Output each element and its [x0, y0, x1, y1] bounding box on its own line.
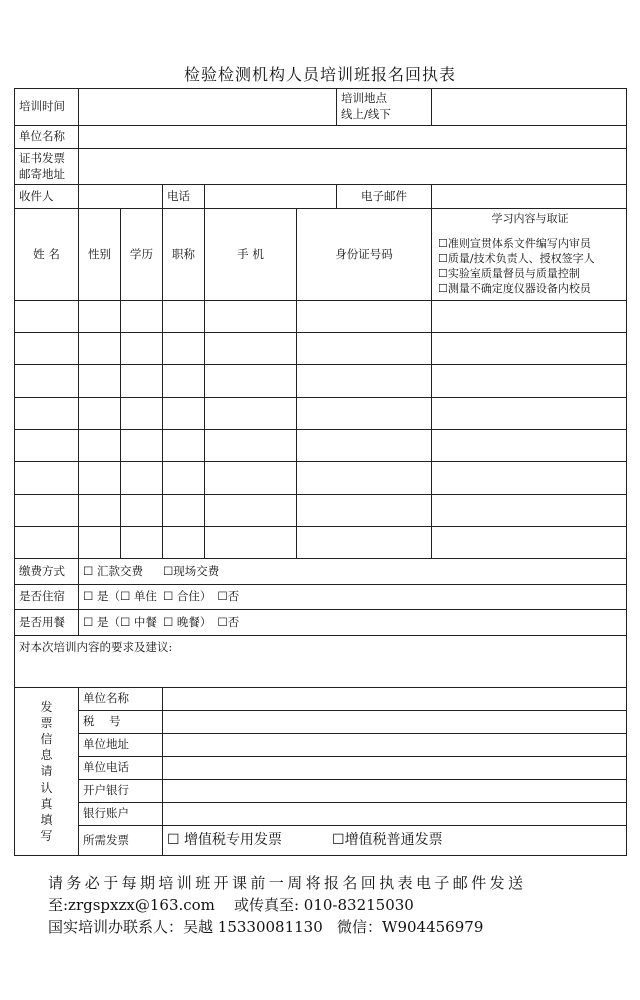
invoice-bank-input[interactable] — [163, 780, 627, 803]
suggestions-label: 对本次培训内容的要求及建议: — [19, 640, 173, 654]
invoice-special-option[interactable]: ☐ 增值税专用发票 — [167, 832, 283, 849]
col-name: 姓 名 — [15, 209, 79, 301]
study-option[interactable]: ☐测量不确定度仪器设备内校员 — [438, 281, 591, 295]
lodging-row — [15, 585, 627, 610]
payment-label: 缴费方式 — [15, 559, 79, 585]
invoice-phone-row — [15, 757, 627, 780]
participant-header-row — [15, 209, 627, 301]
col-education: 学历 — [121, 209, 163, 301]
lodging-options — [79, 585, 627, 610]
invoice-account-input[interactable] — [163, 803, 627, 826]
participant-row[interactable] — [15, 365, 627, 398]
cert-address-input[interactable] — [79, 149, 627, 185]
footer-line-1: 请务必于每期培训班开课前一周将报名回执表电子邮件发送 — [48, 874, 527, 892]
email-label: 电子邮件 — [337, 185, 432, 209]
payment-row — [15, 559, 627, 585]
participant-row[interactable] — [15, 301, 627, 333]
invoice-type-options — [163, 826, 627, 856]
meals-label: 是否用餐 — [15, 610, 79, 636]
invoice-unit-name-row — [15, 688, 627, 711]
email-input[interactable] — [432, 185, 627, 209]
meals-options — [79, 610, 627, 636]
col-study-content — [432, 209, 627, 301]
col-gender: 性别 — [79, 209, 121, 301]
meals-no[interactable]: ☐否 — [217, 614, 240, 629]
phone-label: 电话 — [163, 185, 205, 209]
invoice-tax-row — [15, 711, 627, 734]
invoice-phone-input[interactable] — [163, 757, 627, 780]
cert-address-label: 证书发票 邮寄地址 — [15, 149, 79, 185]
invoice-type-label: 所需发票 — [79, 826, 163, 856]
invoice-account-label: 银行账户 — [79, 803, 163, 826]
invoice-side-label: 发 票 信 息 请 认 真 填 写 — [15, 688, 79, 856]
payment-option-transfer[interactable]: ☐ 汇款交费 — [83, 563, 143, 578]
col-mobile: 手 机 — [205, 209, 297, 301]
invoice-type-row — [15, 826, 627, 856]
suggestions-box[interactable] — [15, 636, 627, 688]
invoice-account-row — [15, 803, 627, 826]
recipient-label: 收件人 — [15, 185, 79, 209]
participant-row[interactable] — [15, 333, 627, 365]
participant-row[interactable] — [15, 398, 627, 430]
study-option[interactable]: ☐准则宣贯体系文件编写内审员 — [438, 237, 591, 251]
lodging-yes-single[interactable]: ☐ 是（☐ 单住 — [83, 589, 157, 604]
participant-row[interactable] — [15, 430, 627, 462]
training-place-input[interactable] — [432, 89, 627, 126]
study-title: 学习内容与取证 — [491, 212, 569, 226]
lodging-label: 是否住宿 — [15, 585, 79, 610]
unit-name-row — [15, 126, 627, 149]
meals-row — [15, 610, 627, 636]
invoice-bank-row — [15, 780, 627, 803]
participant-row[interactable] — [15, 462, 627, 495]
payment-options — [79, 559, 627, 585]
invoice-unit-name-label: 单位名称 — [79, 688, 163, 711]
invoice-address-input[interactable] — [163, 734, 627, 757]
footer-line-2: 至:zrgspxzx@163.com 或传真至: 010-83215030 — [48, 896, 414, 914]
training-time-row — [15, 89, 627, 126]
lodging-shared[interactable]: ☐ 合住） — [162, 589, 212, 604]
form-title: 检验检测机构人员培训班报名回执表 — [183, 65, 456, 84]
phone-input[interactable] — [205, 185, 337, 209]
invoice-tax-input[interactable] — [163, 711, 627, 734]
col-title: 职称 — [163, 209, 205, 301]
study-option[interactable]: ☐实验室质量督员与质量控制 — [438, 266, 580, 280]
study-option[interactable]: ☐质量/技术负责人、授权签字人 — [438, 252, 595, 266]
training-time-input[interactable] — [79, 89, 337, 126]
meals-yes-lunch[interactable]: ☐ 是（☐ 中餐 — [83, 614, 157, 629]
payment-option-onsite[interactable]: ☐现场交费 — [162, 563, 220, 578]
invoice-phone-label: 单位电话 — [79, 757, 163, 780]
footer-instructions — [48, 872, 638, 938]
unit-name-label: 单位名称 — [15, 126, 79, 149]
suggestions-row — [15, 636, 627, 688]
footer-line-3: 国实培训办联系人：吴越 15330081130 微信：W904456979 — [48, 918, 484, 936]
registration-form — [14, 88, 627, 856]
invoice-address-row — [15, 734, 627, 757]
cert-address-row — [15, 149, 627, 185]
recipient-row — [15, 185, 627, 209]
meals-dinner[interactable]: ☐ 晚餐） — [162, 614, 212, 629]
participant-row[interactable] — [15, 527, 627, 559]
lodging-no[interactable]: ☐否 — [217, 589, 240, 604]
unit-name-input[interactable] — [79, 126, 627, 149]
recipient-input[interactable] — [79, 185, 163, 209]
invoice-tax-label: 税 号 — [79, 711, 163, 734]
invoice-normal-option[interactable]: ☐增值税普通发票 — [332, 832, 443, 849]
invoice-address-label: 单位地址 — [79, 734, 163, 757]
invoice-bank-label: 开户银行 — [79, 780, 163, 803]
col-id-number: 身份证号码 — [297, 209, 432, 301]
training-time-label: 培训时间 — [15, 89, 79, 126]
participant-row[interactable] — [15, 495, 627, 527]
training-place-label: 培训地点 线上/线下 — [337, 89, 432, 126]
invoice-unit-name-input[interactable] — [163, 688, 627, 711]
